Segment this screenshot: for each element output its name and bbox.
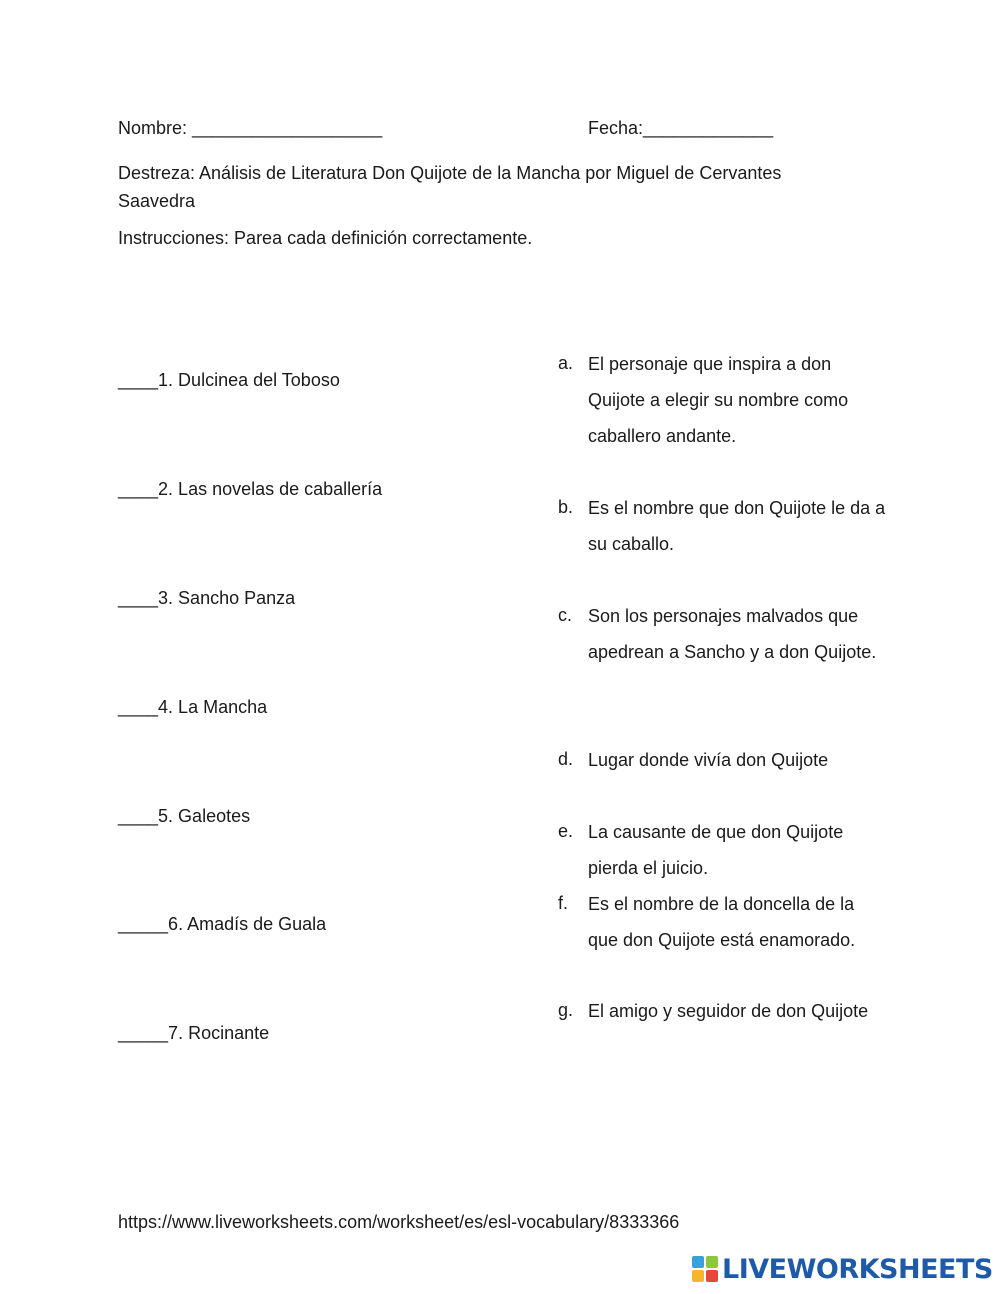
term-item-7: _____7. Rocinante — [118, 1023, 270, 1043]
logo-square-red — [706, 1270, 718, 1282]
logo-square-green — [706, 1256, 718, 1268]
term-item-2: ____2. Las novelas de caballería — [118, 479, 383, 499]
liveworksheets-logo — [692, 1252, 993, 1286]
definition-letter-e: e. — [558, 821, 574, 841]
definition-text-f: Es el nombre de la doncella de la que don Quijote está enamorado. — [588, 894, 856, 950]
definition-text-g: El amigo y seguidor de don Quijote — [588, 1001, 869, 1021]
liveworksheets-logo-icon — [692, 1256, 718, 1282]
name-field-label: Nombre: ___________________ — [118, 118, 383, 138]
logo-text: LIVEWORKSHEETS — [722, 1253, 993, 1285]
definition-text-c: Son los personajes malvados que apedrean a Sancho y a don Quijote. — [588, 606, 877, 662]
definition-text-d: Lugar donde vivía don Quijote — [588, 750, 829, 770]
term-item-6: _____6. Amadís de Guala — [118, 914, 327, 934]
skill-heading: Destreza: Análisis de Literatura Don Quijote de la Mancha por Miguel de Cervantes Saavedra — [118, 163, 782, 211]
logo-square-yellow — [692, 1270, 704, 1282]
definition-text-b: Es el nombre que don Quijote le da a su caballo. — [588, 498, 886, 554]
source-url: https://www.liveworksheets.com/worksheet/es/esl-vocabulary/8333366 — [118, 1212, 680, 1232]
definition-letter-b: b. — [558, 497, 574, 517]
logo-square-blue — [692, 1256, 704, 1268]
term-item-5: ____5. Galeotes — [118, 806, 251, 826]
term-item-4: ____4. La Mancha — [118, 697, 268, 717]
definition-letter-d: d. — [558, 749, 574, 769]
definition-letter-g: g. — [558, 1000, 574, 1020]
date-field-label: Fecha:_____________ — [588, 118, 774, 138]
definition-letter-a: a. — [558, 353, 574, 373]
instructions-text: Instrucciones: Parea cada definición correctamente. — [118, 228, 533, 248]
definition-letter-c: c. — [558, 605, 573, 625]
definition-text-e: La causante de que don Quijote pierda el juicio. — [588, 822, 844, 878]
term-item-3: ____3. Sancho Panza — [118, 588, 296, 608]
definition-text-a: El personaje que inspira a don Quijote a elegir su nombre como caballero andante. — [588, 354, 849, 446]
term-item-1: ____1. Dulcinea del Toboso — [118, 370, 340, 390]
definition-letter-f: f. — [558, 893, 569, 913]
